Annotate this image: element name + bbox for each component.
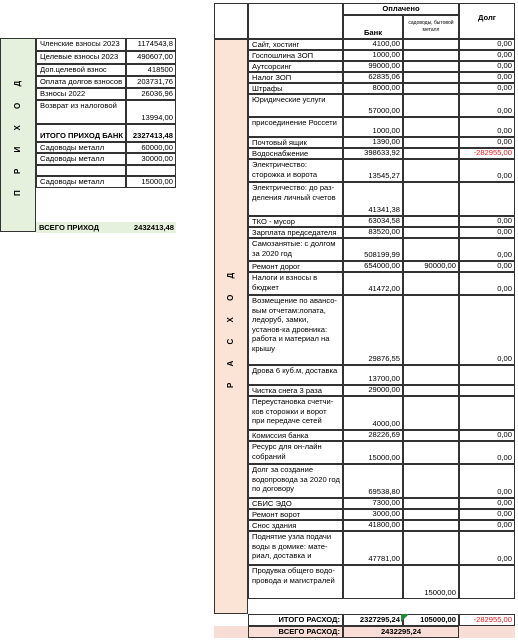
income-empty-cell (36, 165, 126, 176)
expense-row-debt: 0,00 (459, 441, 515, 464)
expense-row-bank: 41800,00 (343, 520, 403, 531)
expense-row-cash (403, 94, 459, 117)
expense-row-label: Налоги и взносы в бюджет (248, 272, 343, 295)
income-row-label: Садоводы металл (36, 176, 126, 188)
expense-row-label: Зарплата председателя (248, 227, 343, 238)
expense-row-cash (403, 216, 459, 227)
header-blank-label (248, 3, 343, 39)
expense-row-bank: 83520,00 (343, 227, 403, 238)
expense-row-cash (403, 39, 459, 50)
expense-total-label: ИТОГО РАСХОД: (248, 614, 343, 626)
income-grand-total-label: ВСЕГО ПРИХОД (36, 222, 126, 233)
header-bank: Банк (343, 15, 403, 39)
expense-row-label: Штрафы (248, 83, 343, 94)
expense-row-debt: 0,00 (459, 509, 515, 520)
expense-row-label: Электричество: сторожка и ворота (248, 159, 343, 182)
expense-row-label: Долг за создание водопровода за 2020 год по договору (248, 464, 343, 498)
expense-row-debt: 0,00 (459, 39, 515, 50)
income-row-value: 203731,76 (126, 76, 176, 88)
expense-row-label: Госпошлина ЗОП (248, 50, 343, 61)
expense-row-cash (403, 385, 459, 396)
expense-row-debt: 0,00 (459, 227, 515, 238)
income-row-label: Целевые взносы 2023 (36, 51, 126, 64)
expense-row-label: Водоснабжение (248, 148, 343, 159)
expense-row-label: Ремонт ворот (248, 509, 343, 520)
expense-row-label: Ресурс для он-лайн собраний (248, 441, 343, 464)
expense-row-cash (403, 441, 459, 464)
expense-row-cash (403, 117, 459, 137)
expense-row-label: Аутсорсинг (248, 61, 343, 72)
expense-row-debt: 0,00 (459, 61, 515, 72)
expense-row-debt: 0,00 (459, 261, 515, 272)
expense-row-debt: 0,00 (459, 520, 515, 531)
expense-row-debt: 0,00 (459, 464, 515, 498)
expense-row-cash (403, 50, 459, 61)
expense-row-bank: 1000,00 (343, 117, 403, 137)
expense-row-debt: 0,00 (459, 117, 515, 137)
expense-row-bank: 47781,00 (343, 531, 403, 565)
expense-row-bank: 28226,69 (343, 430, 403, 441)
income-empty-cell (126, 165, 176, 176)
expense-row-debt (459, 385, 515, 396)
expense-row-label: Почтовый ящик (248, 137, 343, 148)
expense-row-cash (403, 238, 459, 261)
expense-row-cash (403, 61, 459, 72)
expense-row-label: СБИС ЭДО (248, 498, 343, 509)
income-section-label: П Р И Х О Д (0, 38, 36, 232)
expense-grand-total-value: 2432295,24 (343, 626, 459, 638)
expense-row-cash (403, 159, 459, 182)
expense-row-bank: 654000,00 (343, 261, 403, 272)
income-grand-total-value: 2432413,48 (126, 222, 176, 233)
expense-row-bank: 29000,00 (343, 385, 403, 396)
income-row-value: 60000,00 (126, 142, 176, 153)
expense-row-label: Электричество: до раз-деления личный счетов (248, 182, 343, 216)
expense-row-debt: 0,00 (459, 238, 515, 261)
expense-row-bank: 7300,00 (343, 498, 403, 509)
expense-row-debt: 0,00 (459, 216, 515, 227)
expense-row-cash (403, 227, 459, 238)
expense-row-debt: 0,00 (459, 498, 515, 509)
expense-row-label: Сайт, хостинг (248, 39, 343, 50)
expense-row-label: Ремонт дорог (248, 261, 343, 272)
expense-row-cash (403, 272, 459, 295)
income-row-label: Членские взносы 2023 (36, 38, 126, 51)
expense-section-label: Р А С Х О Д (214, 39, 248, 614)
expense-row-debt: 0,00 (459, 50, 515, 61)
expense-row-bank: 508199,99 (343, 238, 403, 261)
expense-row-cash: 90000,00 (403, 261, 459, 272)
expense-row-cash (403, 464, 459, 498)
header-paid: Оплачено (343, 3, 459, 15)
expense-row-label: Комиссия банка (248, 430, 343, 441)
expense-row-bank: 4100,00 (343, 39, 403, 50)
expense-row-bank: 1000,00 (343, 50, 403, 61)
expense-row-bank: 41341,38 (343, 182, 403, 216)
expense-row-debt: 0,00 (459, 295, 515, 365)
expense-total-cash: 105000,00 (403, 614, 459, 626)
expense-row-bank: 8000,00 (343, 83, 403, 94)
expense-row-bank: 62835,06 (343, 72, 403, 83)
expense-row-debt (459, 182, 515, 216)
expense-row-cash (403, 182, 459, 216)
expense-row-bank: 29876,55 (343, 295, 403, 365)
expense-row-cash (403, 83, 459, 94)
income-row-value: 1174543,8 (126, 38, 176, 51)
expense-row-label: Самозанятые: с долгом за 2020 год (248, 238, 343, 261)
income-row-label: Оплата долгов взносов (36, 76, 126, 88)
expense-row-debt: 0,00 (459, 83, 515, 94)
expense-total-bank: 2327295,24 (343, 614, 403, 626)
expense-row-bank: 4000,00 (343, 396, 403, 430)
expense-row-cash: 15000,00 (403, 565, 459, 599)
expense-row-label: Переустановка счетчи-ков сторожки и ворот при передаче сетей (248, 396, 343, 430)
expense-row-bank: 15000,00 (343, 441, 403, 464)
expense-row-bank: 63034,58 (343, 216, 403, 227)
expense-row-cash (403, 396, 459, 430)
expense-row-bank: 99000,00 (343, 61, 403, 72)
expense-row-cash (403, 531, 459, 565)
expense-row-debt: -282955,00 (459, 148, 515, 159)
header-blank (214, 3, 248, 39)
income-row-value: 30000,00 (126, 153, 176, 165)
expense-row-bank: 1390,00 (343, 137, 403, 148)
expense-row-label: Чистка снега 3 раза (248, 385, 343, 396)
expense-row-label: Дрова 6 куб.м, доставка (248, 365, 343, 385)
expense-row-bank: 69538,80 (343, 464, 403, 498)
expense-row-bank: 3000,00 (343, 509, 403, 520)
expense-row-bank: 57000,00 (343, 94, 403, 117)
expense-row-cash (403, 520, 459, 531)
header-debt: Долг (459, 3, 515, 39)
expense-row-cash (403, 509, 459, 520)
expense-row-debt: 0,00 (459, 430, 515, 441)
expense-row-bank: 398633,92 (343, 148, 403, 159)
expense-row-cash (403, 72, 459, 83)
expense-row-cash (403, 430, 459, 441)
expense-row-bank: 13700,00 (343, 365, 403, 385)
expense-row-label: Снос здания (248, 520, 343, 531)
expense-row-cash (403, 295, 459, 365)
expense-row-debt (459, 396, 515, 430)
expense-row-label: Продувка общего водо-провода и магистралей (248, 565, 343, 599)
expense-grand-total-label: ВСЕГО РАСХОД: (248, 626, 343, 638)
income-row-value: 26036,96 (126, 88, 176, 100)
triangle-marker-icon (401, 614, 409, 622)
expense-row-debt: 0,00 (459, 272, 515, 295)
expense-row-bank (343, 565, 403, 599)
expense-row-label: Юридические услуги (248, 94, 343, 117)
expense-row-debt: 0,00 (459, 531, 515, 565)
expense-row-cash (403, 365, 459, 385)
expense-row-debt: 0,00 (459, 159, 515, 182)
income-bank-total-label: ИТОГО ПРИХОД БАНК (36, 124, 126, 142)
expense-row-cash (403, 137, 459, 148)
expense-row-label: Налог ЗОП (248, 72, 343, 83)
expense-row-bank: 41472,00 (343, 272, 403, 295)
expense-row-label: Возмещение по авансо-вым отчетам:лопата, ледоруб, замки, установ-ка дровника: работа и материал на крышу (248, 295, 343, 365)
income-row-label: Садоводы металл (36, 153, 126, 165)
expense-row-debt: 0,00 (459, 94, 515, 117)
expense-row-debt (459, 565, 515, 599)
expense-row-label: Поднятие узла подачи воды в домике: мате-риал, доставка и (248, 531, 343, 565)
expense-row-label: присоединение Россети (248, 117, 343, 137)
income-bank-total-value: 2327413,48 (126, 124, 176, 142)
expense-total-debt: -282955,00 (459, 614, 515, 626)
income-row-label: Доп.целевой взнос (36, 64, 126, 76)
expense-row-bank: 13545,27 (343, 159, 403, 182)
expense-row-debt (459, 365, 515, 385)
expense-row-label: ТКО - мусор (248, 216, 343, 227)
income-row-value: 15000,00 (126, 176, 176, 188)
income-row-value: 13994,00 (126, 100, 176, 124)
expense-row-debt: 0,00 (459, 72, 515, 83)
income-row-label: Возврат из налоговой (36, 100, 126, 124)
income-row-value: 490607,00 (126, 51, 176, 64)
expense-row-cash (403, 498, 459, 509)
header-gardeners: садоводы, бытовой металл (403, 15, 459, 39)
income-row-label: Садоводы металл (36, 142, 126, 153)
income-row-value: 418500 (126, 64, 176, 76)
expense-row-cash (403, 148, 459, 159)
expense-row-debt: 0,00 (459, 137, 515, 148)
income-row-label: Взносы 2022 (36, 88, 126, 100)
